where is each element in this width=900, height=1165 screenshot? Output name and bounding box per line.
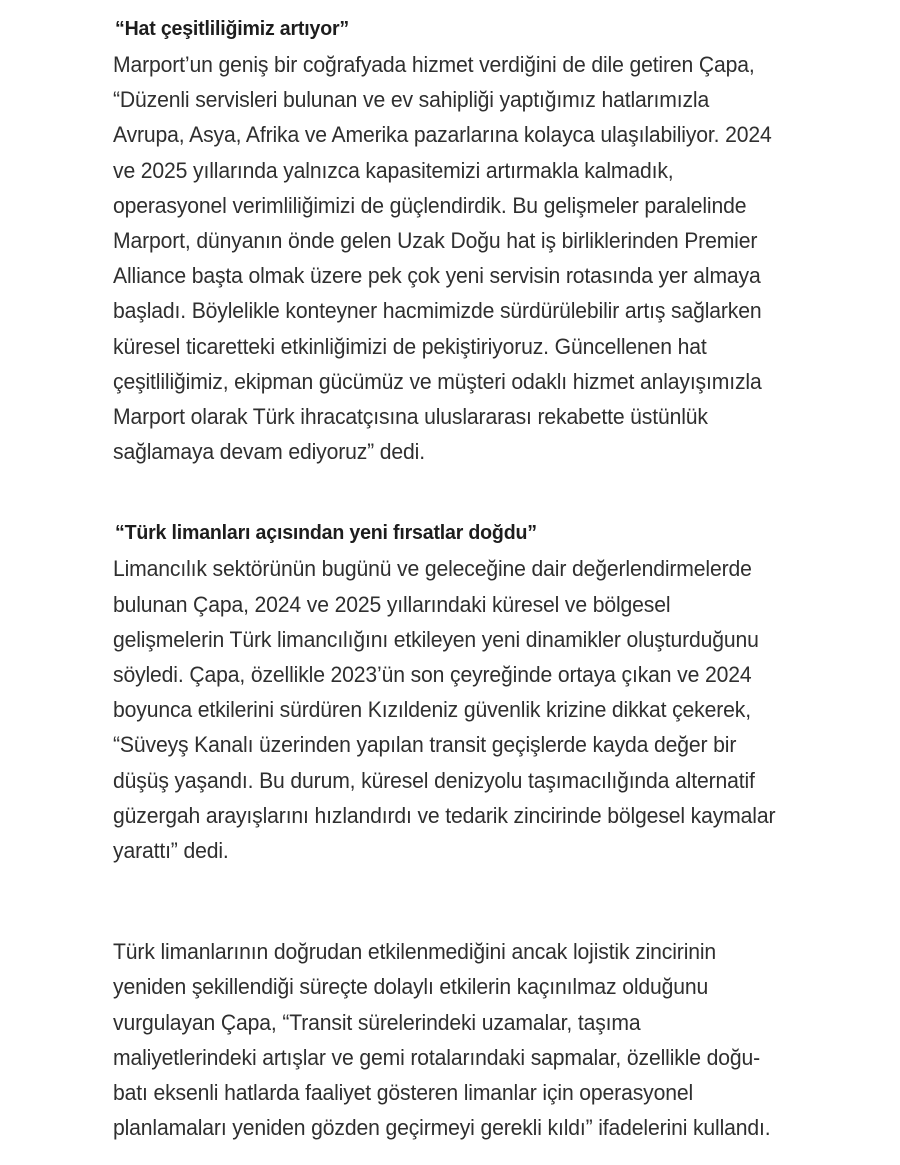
paragraph-1: Marport’un geniş bir coğrafyada hizmet verdiğini de dile getiren Çapa, “Düzenli servisleri bulunan ve ev sahipliği yaptığımız hatlarımızla Avrupa, Asya, Afrika ve Amerika pazarlarına kolayca ulaşılabiliyor. 2024 ve 2025 yıllarında yalnızca kapasitemizi artırmakla kalmadık, operasyonel verimliliğimizi de güçlendirdik. Bu gelişmeler paralelinde Marport, dünyanın önde gelen Uzak Doğu hat iş birliklerinden Premier Alliance başta olmak üzere pek çok yeni servisin rotasında yer almaya başladı. Böylelikle konteyner hacmimizde sürdürülebilir artış sağlarken küresel ticaretteki etkinliğimizi de pekiştiriyoruz. Güncellenen hat çeşitliliğimiz, ekipman gücümüz ve müşteri odaklı hizmet anlayışımızla Marport olarak Türk ihracatçısına uluslararası rekabette üstünlük sağlamaya devam ediyoruz” dedi. bbox=[113, 52, 772, 465]
section-heading-2-block bbox=[113, 516, 803, 550]
paragraph-3: Türk limanlarının doğrudan etkilenmediğini ancak lojistik zincirinin yeniden şekillendiği süreçte dolaylı etkilerin kaçınılmaz olduğunu vurgulayan Çapa, “Transit sürelerindeki uzamalar, taşıma maliyetlerindeki artışlar ve gemi rotalarındaki sapmalar, özellikle doğu-batı eksenli hatlarda faaliyet gösteren limanlar için operasyonel planlamaları yeniden gözden geçirmeyi gerekli kıldı” ifadelerini kullandı. bbox=[113, 939, 771, 1141]
section-heading-1: “Hat çeşitliliğimiz artıyor” bbox=[115, 17, 350, 40]
paragraph-2: Limancılık sektörünün bugünü ve geleceğine dair değerlendirmelerde bulunan Çapa, 2024 ve 2025 yıllarındaki küresel ve bölgesel gelişmelerin Türk limancılığını etkileyen yeni dinamikler oluşturduğunu söyledi. Çapa, özellikle 2023’ün son çeyreğinde ortaya çıkan ve 2024 boyunca etkilerini sürdüren Kızıldeniz güvenlik krizine dikkat çekerek, “Süveyş Kanalı üzerinden yapılan transit geçişlerde kayda değer bir düşüş yaşandı. Bu durum, küresel denizyolu taşımacılığında alternatif güzergah arayışlarını hızlandırdı ve tedarik zincirinde bölgesel kaymalar yarattı” dedi. bbox=[113, 556, 776, 864]
article-body bbox=[113, 12, 803, 1145]
section-heading-1-block bbox=[113, 12, 803, 46]
section-heading-2: “Türk limanları açısından yeni fırsatlar doğdu” bbox=[115, 521, 537, 545]
